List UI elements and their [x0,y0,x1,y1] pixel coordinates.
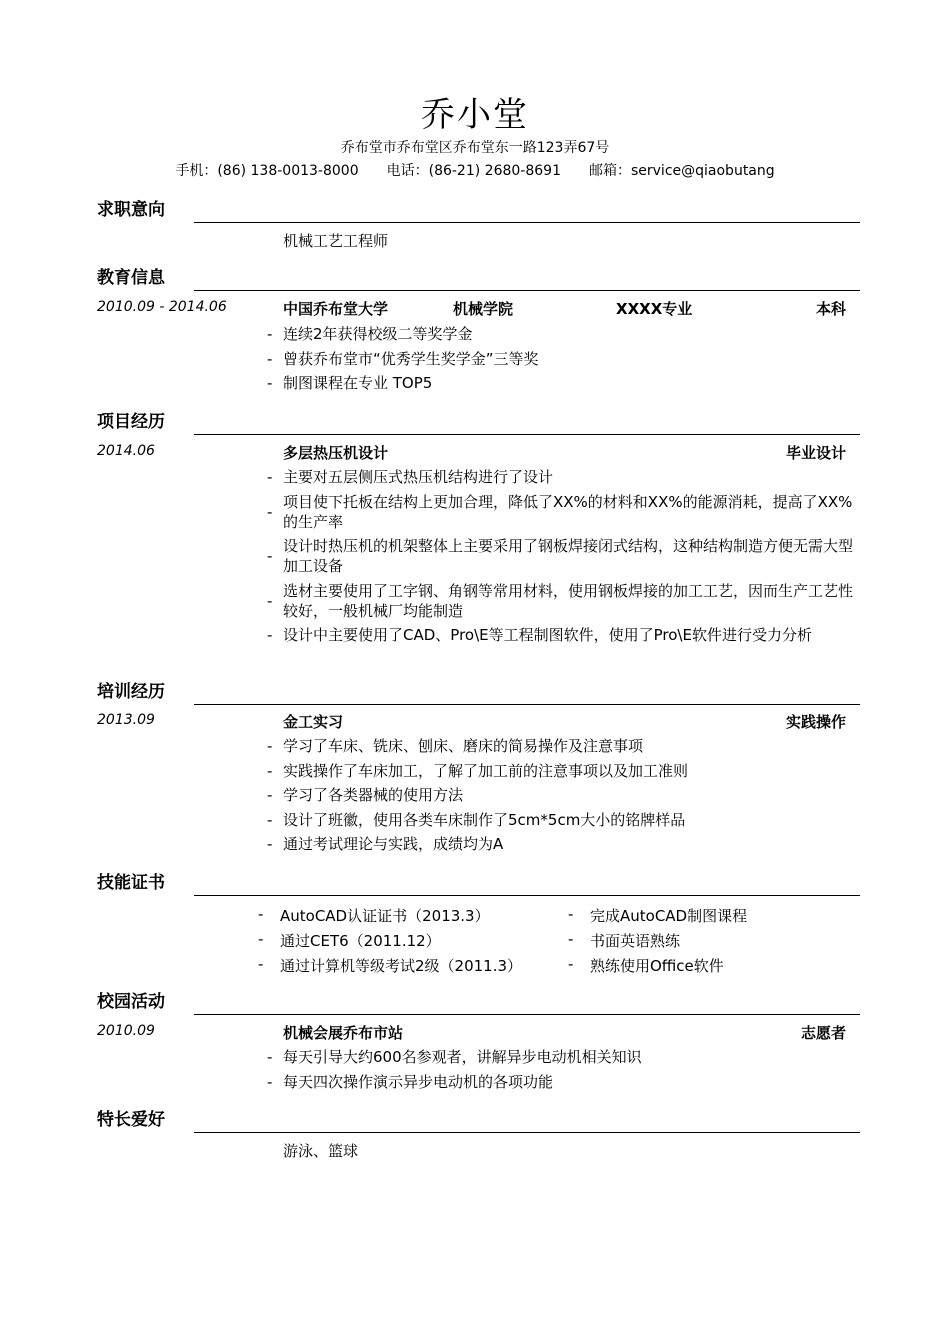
list-item: - 制图课程在专业 TOP5 [267,374,433,393]
section-divider [194,704,860,705]
list-item: - 曾获乔布堂市“优秀学生奖学金”三等奖 [267,349,539,368]
education-major: XXXX专业 [616,300,693,318]
project-name: 多层热压机设计 [283,444,389,462]
section-divider [194,1132,860,1133]
list-item: - 设计中主要使用了CAD、Pro\E等工程制图软件，使用了Pro\E软件进行受力分析 [267,626,812,645]
address: 乔布堂市乔布堂区乔布堂东一路123弄67号 [340,140,610,156]
training-date: 2013.09 [97,712,155,728]
email: 邮箱：service@qiaobutang [588,163,775,179]
skill-item: AutoCAD认证证书（2013.3） [280,907,490,925]
section-title-campus: 校园活动 [97,992,165,1012]
objective-value: 机械工艺工程师 [283,232,389,250]
resume-header [0,92,950,182]
list-item: - 学习了各类器械的使用方法 [267,786,464,805]
section-divider [194,1014,860,1015]
project-date: 2014.06 [97,443,155,459]
section-title-training: 培训经历 [97,682,165,702]
section-divider [194,222,860,223]
section-divider [194,434,860,435]
project-tag: 毕业设计 [785,444,846,462]
skills-row: - 通过计算机等级考试2级（2011.3） - 熟练使用Office软件 [258,955,724,975]
candidate-name: 乔小堂 [421,95,529,135]
training-tag: 实践操作 [785,713,846,731]
campus-bullets [267,1047,857,1096]
section-divider [194,895,860,896]
skills-row: - 通过CET6（2011.12） - 书面英语熟练 [258,930,681,950]
section-title-education: 教育信息 [97,268,165,288]
telephone: 电话：(86-21) 2680-8691 [386,163,561,179]
hobbies-value: 游泳、篮球 [283,1142,359,1160]
education-date: 2010.09 - 2014.06 [97,299,227,315]
list-item: - 每天引导大约600名参观者，讲解异步电动机相关知识 [267,1048,642,1066]
list-item: - 设计时热压机的机架整体上主要采用了钢板焊接闭式结构，这种结构制造方便无需大型加工设备 [267,537,854,576]
skills-row: - AutoCAD认证证书（2013.3） - 完成AutoCAD制图课程 [258,905,748,925]
section-title-objective: 求职意向 [97,200,165,220]
list-item: - 每天四次操作演示异步电动机的各项功能 [267,1072,554,1091]
skills-grid [258,903,858,978]
project-bullets [267,467,857,650]
list-item: - 实践操作了车床加工，了解了加工前的注意事项以及加工准则 [267,761,689,780]
campus-name: 机械会展乔布市站 [283,1024,404,1042]
list-item: - 选材主要使用了工字钢、角钢等常用材料，使用钢板焊接的加工工艺，因而生产工艺性较好，一般机械厂均能制造 [267,581,854,620]
section-divider [194,290,860,291]
skill-item: 书面英语熟练 [590,932,681,950]
phone: 手机：(86) 138-0013-8000 [175,163,359,179]
campus-tag: 志愿者 [800,1024,846,1042]
contact-line [0,160,950,182]
list-item: - 连续2年获得校级二等奖学金 [267,325,473,343]
list-item: - 通过考试理论与实践，成绩均为A [267,835,504,854]
list-item: - 设计了班徽，使用各类车床制作了5cm*5cm大小的铭牌样品 [267,810,686,829]
campus-date: 2010.09 [97,1023,155,1039]
skill-item: 熟练使用Office软件 [590,957,724,975]
education-college: 机械学院 [453,300,514,318]
list-item: - 学习了车床、铣床、刨床、磨床的简易操作及注意事项 [267,737,644,755]
education-school: 中国乔布堂大学 [283,300,389,318]
list-item: - 项目使下托板在结构上更加合理，降低了XX%的材料和XX%的能源消耗，提高了XX%的生产率 [267,492,853,531]
section-title-project: 项目经历 [97,412,165,432]
section-title-hobbies: 特长爱好 [97,1110,165,1130]
skill-item: 通过CET6（2011.12） [280,932,441,950]
education-degree: 本科 [815,300,846,318]
skill-item: 完成AutoCAD制图课程 [590,907,748,925]
training-name: 金工实习 [283,713,344,731]
training-bullets [267,736,857,859]
education-bullets [267,324,857,398]
list-item: - 主要对五层侧压式热压机结构进行了设计 [267,468,554,486]
section-title-skills: 技能证书 [97,873,165,893]
skill-item: 通过计算机等级考试2级（2011.3） [280,957,523,975]
